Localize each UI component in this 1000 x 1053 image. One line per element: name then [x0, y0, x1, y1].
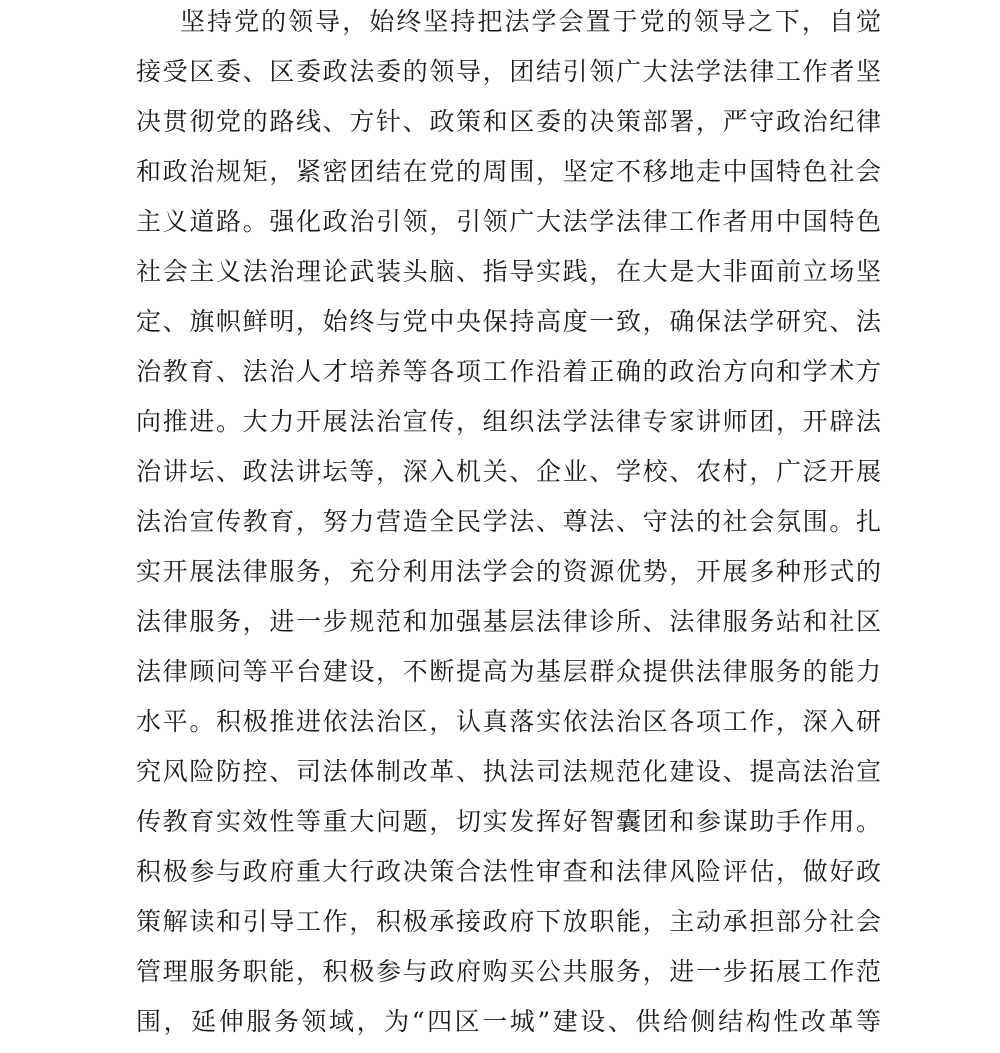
text-line: 治讲坛、政法讲坛等，深入机关、企业、学校、农村，广泛开展 [136, 457, 881, 486]
text-line: 向推进。大力开展法治宣传，组织法学法律专家讲师团，开辟法 [136, 407, 881, 436]
text-line: 实开展法律服务，充分利用法学会的资源优势，开展多种形式的 [136, 557, 881, 586]
text-line: 法律服务，进一步规范和加强基层法律诊所、法律服务站和社区 [136, 607, 881, 636]
text-line: 传教育实效性等重大问题，切实发挥好智囊团和参谋助手作用。 [136, 807, 881, 836]
text-line: 决贯彻党的路线、方针、政策和区委的决策部署，严守政治纪律 [136, 107, 881, 136]
text-line: 法治宣传教育，努力营造全民学法、尊法、守法的社会氛围。扎 [136, 507, 881, 536]
text-line: 治教育、法治人才培养等各项工作沿着正确的政治方向和学术方 [136, 357, 881, 386]
text-line: 和政治规矩，紧密团结在党的周围，坚定不移地走中国特色社会 [136, 157, 881, 186]
text-line: 管理服务职能，积极参与政府购买公共服务，进一步拓展工作范 [136, 957, 881, 986]
text-line: 究风险防控、司法体制改革、执法司法规范化建设、提高法治宣 [136, 757, 881, 786]
text-line: 接受区委、区委政法委的领导，团结引领广大法学法律工作者坚 [136, 57, 881, 86]
text-line: 坚持党的领导，始终坚持把法学会置于党的领导之下，自觉 [180, 7, 881, 36]
text-line: 法律顾问等平台建设，不断提高为基层群众提供法律服务的能力 [136, 657, 881, 686]
text-line: 策解读和引导工作，积极承接政府下放职能，主动承担部分社会 [136, 907, 881, 936]
text-line: 围，延伸服务领域，为“四区一城”建设、供给侧结构性改革等 [136, 1007, 881, 1036]
text-line: 水平。积极推进依法治区，认真落实依法治区各项工作，深入研 [136, 707, 881, 736]
text-line: 主义道路。强化政治引领，引领广大法学法律工作者用中国特色 [136, 207, 881, 236]
text-line: 定、旗帜鲜明，始终与党中央保持高度一致，确保法学研究、法 [136, 307, 881, 336]
text-line: 社会主义法治理论武装头脑、指导实践，在大是大非面前立场坚 [136, 257, 881, 286]
text-line: 积极参与政府重大行政决策合法性审查和法律风险评估，做好政 [136, 857, 881, 886]
